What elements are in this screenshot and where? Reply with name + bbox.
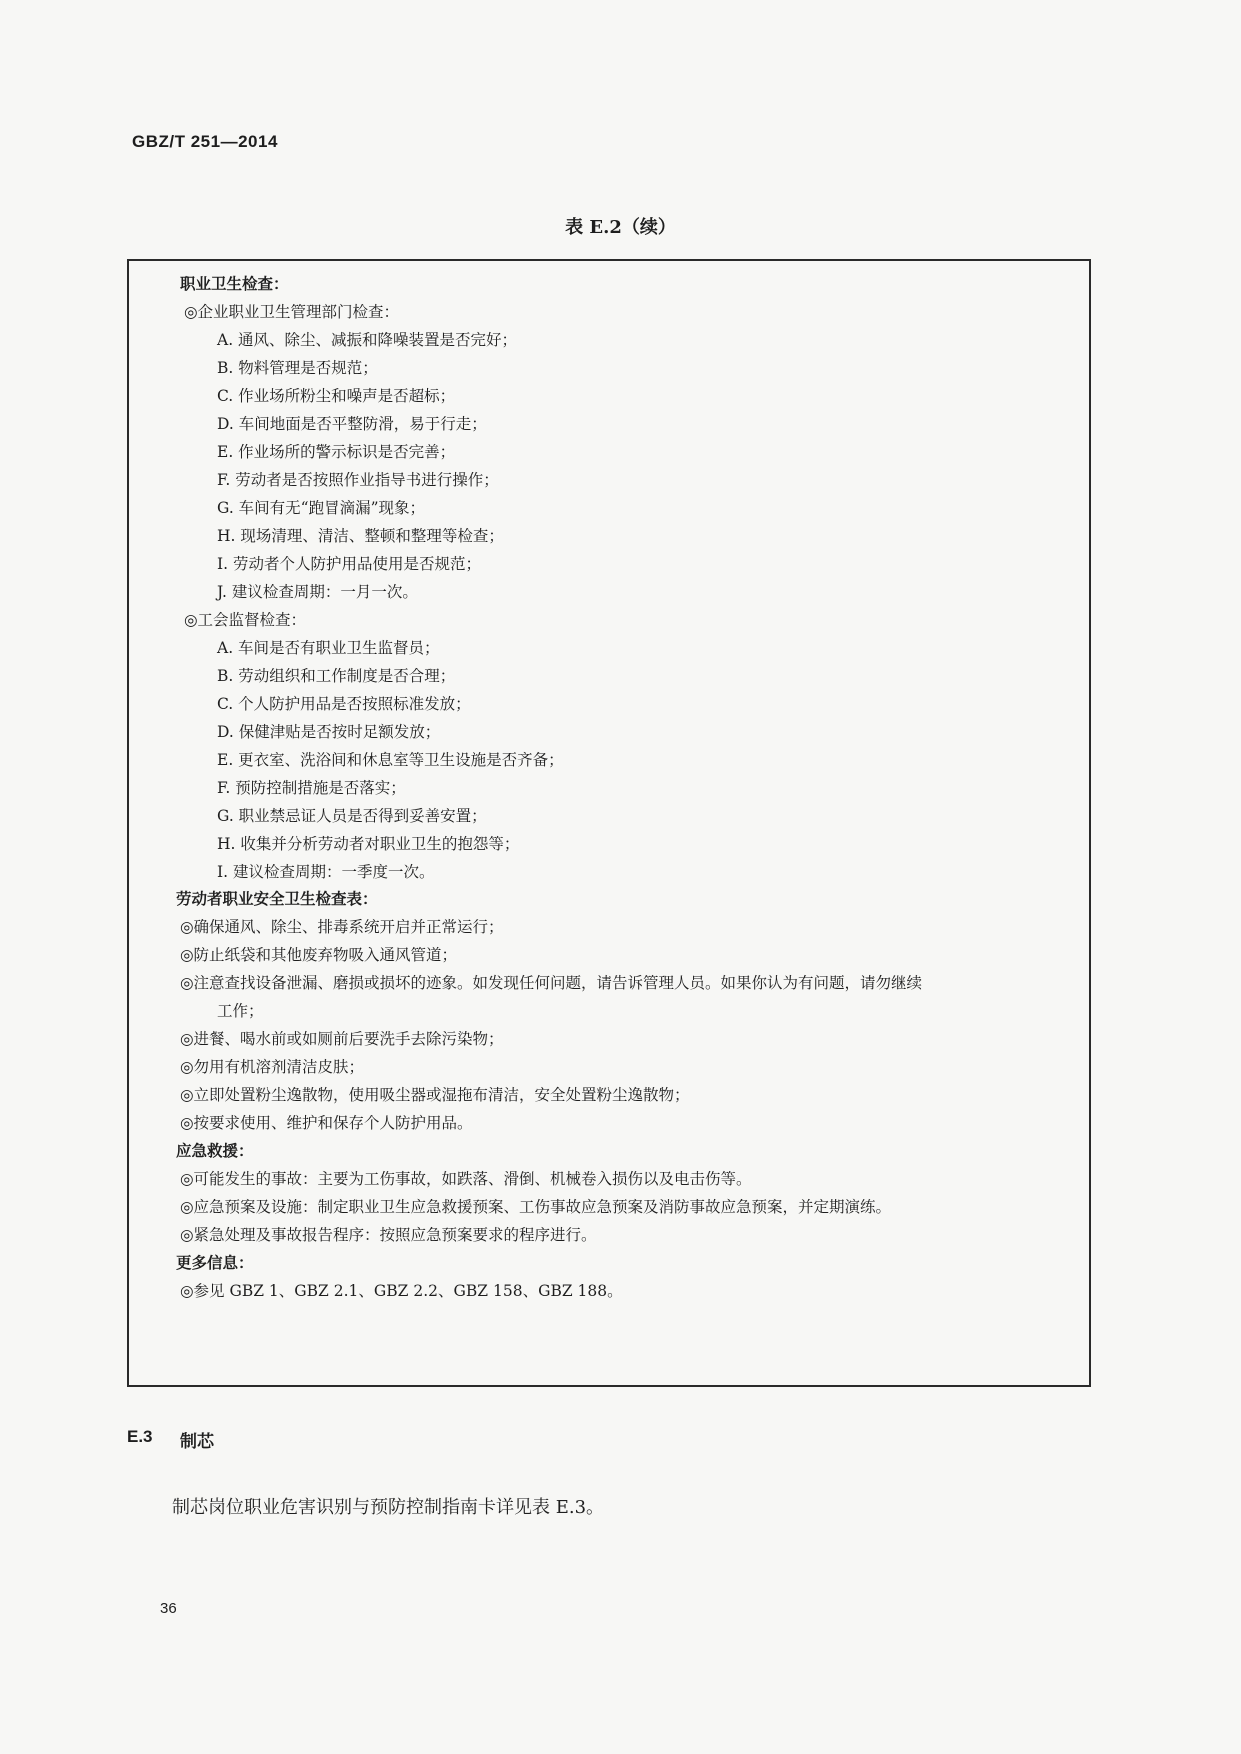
table-caption: 表 E.2（续）	[565, 217, 676, 238]
heading-worker-checklist: 劳动者职业安全卫生检查表：	[176, 889, 378, 908]
list-item: J. 建议检查周期：一月一次。	[217, 583, 418, 601]
list-item: E. 作业场所的警示标识是否完善；	[217, 443, 456, 461]
list-item: I. 建议检查周期：一季度一次。	[217, 863, 435, 881]
list-item: ◎紧急处理及事故报告程序：按照应急预案要求的程序进行。	[180, 1226, 597, 1244]
section-number: E.3	[127, 1427, 153, 1446]
subheading-enterprise-inspection: ◎企业职业卫生管理部门检查：	[184, 303, 400, 321]
list-item: F. 预防控制措施是否落实；	[217, 779, 406, 797]
heading-more-info: 更多信息：	[176, 1253, 254, 1272]
list-item: D. 保健津贴是否按时足额发放；	[217, 723, 441, 741]
section-paragraph: 制芯岗位职业危害识别与预防控制指南卡详见表 E.3。	[172, 1497, 605, 1518]
heading-occupational-health-inspection: 职业卫生检查：	[180, 274, 289, 293]
list-item: ◎勿用有机溶剂清洁皮肤；	[180, 1058, 365, 1076]
list-item: ◎应急预案及设施：制定职业卫生应急救援预案、工伤事故应急预案及消防事故应急预案，并定期演练。	[180, 1198, 892, 1216]
list-item: ◎进餐、喝水前或如厕前后要洗手去除污染物；	[180, 1030, 504, 1048]
list-item: ◎参见 GBZ 1、GBZ 2.1、GBZ 2.2、GBZ 158、GBZ 188。	[180, 1282, 623, 1300]
section-title: 制芯	[180, 1432, 214, 1452]
subheading-union-inspection: ◎工会监督检查：	[184, 611, 307, 629]
list-item: ◎立即处置粉尘逸散物，使用吸尘器或湿拖布清洁，安全处置粉尘逸散物；	[180, 1086, 690, 1104]
page-number: 36	[160, 1600, 177, 1617]
list-item: E. 更衣室、洗浴间和休息室等卫生设施是否齐备；	[217, 751, 564, 769]
list-item: ◎可能发生的事故：主要为工伤事故，如跌落、滑倒、机械卷入损伤以及电击伤等。	[180, 1170, 752, 1188]
list-item: H. 收集并分析劳动者对职业卫生的抱怨等；	[217, 835, 520, 853]
list-item: B. 物料管理是否规范；	[217, 359, 378, 377]
list-item: I. 劳动者个人防护用品使用是否规范；	[217, 555, 481, 573]
list-item: A. 车间是否有职业卫生监督员；	[217, 639, 440, 657]
list-item: G. 职业禁忌证人员是否得到妥善安置；	[217, 807, 487, 825]
table-e2-box	[127, 259, 1091, 1387]
list-item: ◎注意查找设备泄漏、磨损或损坏的迹象。如发现任何问题，请告诉管理人员。如果你认为有问题，请勿继续	[180, 974, 923, 992]
list-item: ◎防止纸袋和其他废弃物吸入通风管道；	[180, 946, 458, 964]
list-item: ◎确保通风、除尘、排毒系统开启并正常运行；	[180, 918, 504, 936]
list-item: B. 劳动组织和工作制度是否合理；	[217, 667, 456, 685]
list-item: C. 个人防护用品是否按照标准发放；	[217, 695, 471, 713]
document-code: GBZ/T 251—2014	[132, 132, 278, 151]
list-item-continuation: 工作；	[217, 1002, 264, 1020]
list-item: H. 现场清理、清洁、整顿和整理等检查；	[217, 527, 504, 545]
list-item: F. 劳动者是否按照作业指导书进行操作；	[217, 471, 499, 489]
list-item: C. 作业场所粉尘和噪声是否超标；	[217, 387, 456, 405]
heading-emergency-rescue: 应急救援：	[176, 1141, 254, 1160]
list-item: ◎按要求使用、维护和保存个人防护用品。	[180, 1114, 473, 1132]
list-item: G. 车间有无“跑冒滴漏”现象；	[217, 499, 426, 517]
list-item: D. 车间地面是否平整防滑，易于行走；	[217, 415, 487, 433]
list-item: A. 通风、除尘、减振和降噪装置是否完好；	[217, 331, 518, 349]
